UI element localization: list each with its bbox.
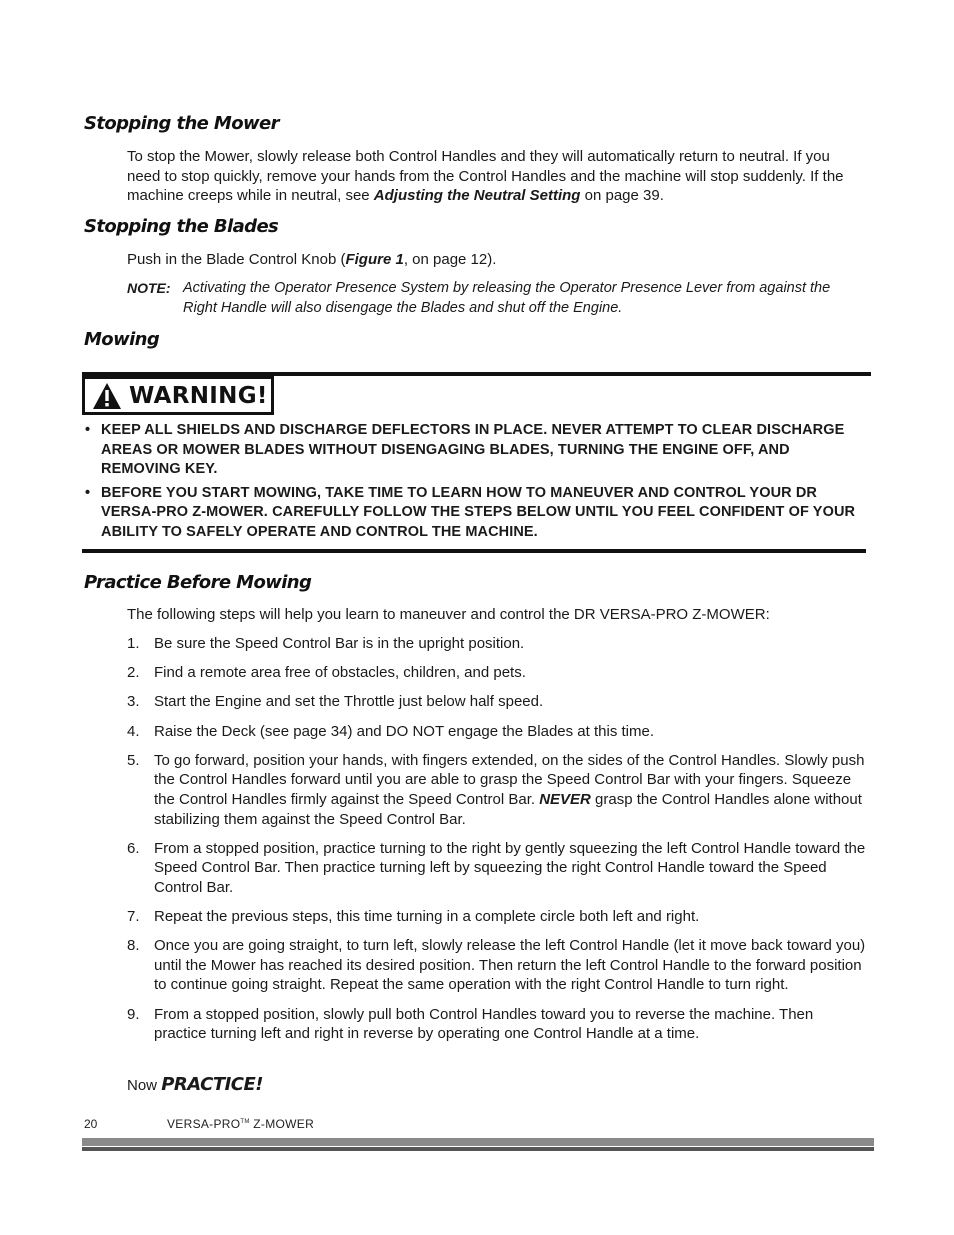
step-number: 3.	[127, 693, 140, 711]
heading-stopping-blades: Stopping the Blades	[84, 216, 279, 237]
step-text: Be sure the Speed Control Bar is in the upright position.	[154, 635, 525, 652]
list-item	[127, 907, 867, 927]
figure-reference: Figure 1	[345, 251, 404, 268]
step-text: From a stopped position, slowly pull both Control Handles toward you to reverse the machine. Then practice turning left and right in reverse by operating one Control Handle at a time.	[154, 1005, 814, 1043]
stopping-mower-text: To stop the Mower, slowly release both Control Handles and they will automatically return to neutral. If you need to stop quickly, remove your hands from the Control Handles and the machine will stop suddenly. If the machine creeps while in neutral, see	[127, 148, 844, 205]
stopping-mower-text-end: on page 39.	[580, 187, 664, 205]
list-item	[127, 1005, 867, 1044]
warning-item-text: KEEP ALL SHIELDS AND DISCHARGE DEFLECTORS IN PLACE. NEVER ATTEMPT TO CLEAR DISCHARGE AREAS OR MOWER BLADES WITHOUT DISENGAGING BLADES, TURNING THE ENGINE OFF, AND REMOVING KEY.	[101, 422, 845, 478]
warning-item	[83, 484, 863, 543]
step-number: 8.	[127, 937, 140, 955]
list-item	[127, 839, 867, 898]
list-item	[127, 936, 867, 995]
now-practice	[127, 1074, 263, 1095]
list-item	[127, 692, 867, 712]
footer-title	[167, 1117, 314, 1131]
step-number: 2.	[127, 664, 140, 682]
footer-title-b: Z-MOWER	[249, 1117, 315, 1131]
step-text: Find a remote area free of obstacles, children, and pets.	[154, 664, 526, 682]
heading-stopping-mower: Stopping the Mower	[84, 113, 279, 134]
list-item	[127, 663, 867, 683]
bullet: •	[85, 422, 91, 438]
heading-practice: Practice Before Mowing	[84, 572, 312, 593]
neutral-setting-reference: Adjusting the Neutral Setting	[373, 187, 581, 205]
warning-item	[83, 421, 863, 480]
practice-intro: The following steps will help you learn to maneuver and control the DR VERSA-PRO Z-MOWER:	[127, 606, 770, 623]
warning-item-text: BEFORE YOU START MOWING, TAKE TIME TO LEARN HOW TO MANEUVER AND CONTROL YOUR DR VERSA-PRO Z-MOWER. CAREFULLY FOLLOW THE STEPS BELOW UNTIL YOU FEEL CONFIDENT OF YOUR ABILITY TO SAFELY OPERATE AND CONTROL THE MACHINE.	[101, 484, 856, 540]
list-item	[127, 751, 867, 829]
stopping-blades-text-end: , on page 12).	[403, 251, 497, 268]
warning-label: WARNING!	[129, 382, 268, 409]
list-item	[127, 722, 867, 742]
stopping-blades-paragraph	[127, 250, 496, 270]
page-number: 20	[84, 1117, 98, 1131]
never-emphasis: NEVER	[539, 790, 591, 808]
trademark: TM	[240, 1119, 250, 1125]
footer-title-a: VERSA-PRO	[167, 1117, 241, 1131]
step-text: Once you are going straight, to turn left, slowly release the left Control Handle (let it move back toward you) until the Mower has reached its desired position. Then return the left Control Handle to the forward position to continue going straight. Repeat the same operation with the right Control Handle to turn right.	[154, 937, 866, 994]
step-number: 5.	[127, 751, 140, 769]
step-number: 9.	[127, 1005, 140, 1023]
stopping-blades-text: Push in the Blade Control Knob (	[127, 251, 346, 268]
practice-emphasis: PRACTICE!	[161, 1074, 264, 1095]
step-text: To go forward, position your hands, with fingers extended, on the sides of the Control Handles. Slowly push the Control Handles forward until you are able to grasp the Speed Control Bar with your fingers. Squeeze the Control Handles firmly against the Speed Control Bar.	[154, 751, 865, 808]
steps-list	[127, 634, 867, 1053]
warning-label-box	[82, 376, 274, 415]
stopping-mower-paragraph	[127, 147, 867, 206]
step-number: 1.	[127, 635, 140, 652]
now-text: Now	[127, 1077, 158, 1094]
warning-bottom-rule	[82, 549, 866, 553]
warning-triangle-icon	[92, 382, 122, 410]
heading-mowing: Mowing	[84, 329, 160, 350]
note-text: Activating the Operator Presence System by releasing the Operator Presence Lever from against the Right Handle will also disengage the Blades and shut off the Engine.	[183, 280, 831, 316]
step-number: 6.	[127, 839, 140, 857]
step-text-end: grasp the Control Handles alone without stabilizing them against the Speed Control Bar.	[154, 790, 862, 828]
step-text: Start the Engine and set the Throttle just below half speed.	[154, 693, 544, 711]
warning-list	[83, 421, 863, 547]
step-number: 4.	[127, 722, 140, 740]
step-text: Raise the Deck (see page 34) and DO NOT engage the Blades at this time.	[154, 722, 654, 740]
list-item	[127, 634, 867, 654]
note-label: NOTE:	[127, 280, 171, 296]
bullet: •	[85, 484, 91, 501]
step-number: 7.	[127, 908, 140, 926]
note-block	[127, 279, 867, 318]
step-text: Repeat the previous steps, this time turning in a complete circle both left and right.	[154, 908, 700, 926]
footer-bar	[82, 1138, 874, 1151]
step-text: From a stopped position, practice turning to the right by gently squeezing the left Control Handle toward the Speed Control Bar. Then practice turning left by squeezing the right Control Handle toward the Speed Control Bar.	[154, 839, 866, 896]
